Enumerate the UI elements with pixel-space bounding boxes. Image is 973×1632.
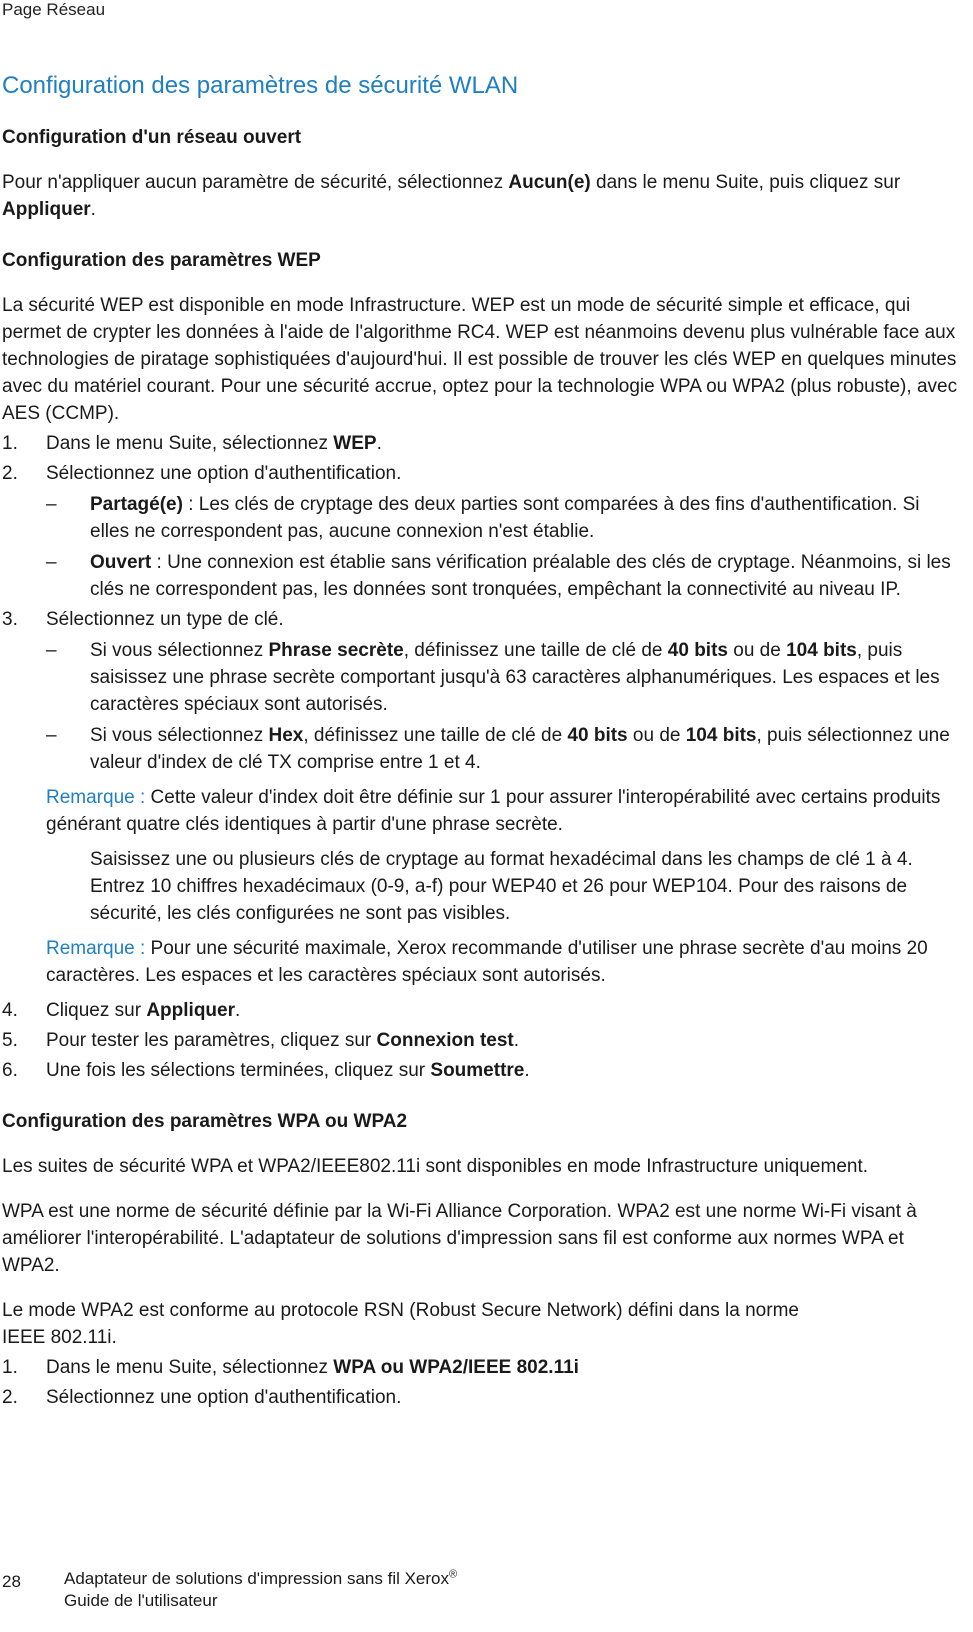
section-heading-wep: Configuration des paramètres WEP xyxy=(2,250,321,271)
note-passphrase-length: Remarque : Pour une sécurité maximale, Xerox recommande d'utiliser une phrase secrète d'au moins 20 caractères. Les espaces et les caractères spéciaux sont autorisés. xyxy=(46,938,928,986)
hex-keys-paragraph: Saisissez une ou plusieurs clés de cryptage au format hexadécimal dans les champs de clé 1 à 4. Entrez 10 chiffres hexadécimaux (0-9, a-f) pour WEP40 et 26 pour WEP104. Pour des raisons de sécurité, les clés configurées ne sont pas visibles. xyxy=(90,849,913,924)
wep-step-5: 5. Pour tester les paramètres, cliquez sur Connexion test. xyxy=(2,1030,520,1051)
wep-auth-open: – Ouvert : Une connexion est établie sans vérification préalable des clés de cryptage. Néanmoins, si les clés ne correspondent pas, les données sont tronquées, empêchant la connectivité au niveau IP. xyxy=(46,552,951,600)
wep-step-1: 1. Dans le menu Suite, sélectionnez WEP. xyxy=(2,433,382,454)
wep-intro-paragraph: La sécurité WEP est disponible en mode Infrastructure. WEP est un mode de sécurité simple et efficace, qui permet de crypter les données à l'aide de l'algorithme RC4. WEP est néanmoins devenu plus vulnérable face aux technologies de piratage sophistiquées d'aujourd'hui. Il est possible de trouver les clés WEP en quelques minutes avec du matériel courant. Pour une sécurité accrue, optez pour la technologie WPA ou WPA2 (plus robuste), avec AES (CCMP). xyxy=(2,295,958,424)
wep-step-2: 2. Sélectionnez une option d'authentification. xyxy=(2,463,402,484)
wpa-paragraph-2: WPA est une norme de sécurité définie par la Wi-Fi Alliance Corporation. WPA2 est une norme Wi-Fi visant à améliorer l'interopérabilité. L'adaptateur de solutions d'impression sans fil est conforme aux normes WPA et WPA2. xyxy=(2,1201,917,1276)
main-content xyxy=(2,124,962,1411)
wep-step-4: 4. Cliquez sur Appliquer. xyxy=(2,1000,241,1021)
wep-key-passphrase: – Si vous sélectionnez Phrase secrète, définissez une taille de clé de 40 bits ou de 104 bits, puis saisissez une phrase secrète comportant jusqu'à 63 caractères alphanumériques. Les espaces et les caractères spéciaux sont autorisés. xyxy=(46,640,940,715)
wep-step-3: 3. Sélectionnez un type de clé. xyxy=(2,609,284,630)
wpa-step-2: 2. Sélectionnez une option d'authentification. xyxy=(2,1387,402,1408)
wep-step-6: 6. Une fois les sélections terminées, cliquez sur Soumettre. xyxy=(2,1060,530,1081)
wpa-paragraph-1: Les suites de sécurité WPA et WPA2/IEEE802.11i sont disponibles en mode Infrastructure uniquement. xyxy=(2,1156,869,1177)
page-title: Configuration des paramètres de sécurité WLAN xyxy=(2,72,519,99)
wpa-paragraph-3: Le mode WPA2 est conforme au protocole RSN (Robust Secure Network) défini dans la norme IEEE 802.11i. xyxy=(2,1300,799,1348)
wep-auth-shared: – Partagé(e) : Les clés de cryptage des deux parties sont comparées à des fins d'authentification. Si elles ne correspondent pas, aucune connexion n'est établie. xyxy=(46,494,920,542)
wep-key-hex: – Si vous sélectionnez Hex, définissez une taille de clé de 40 bits ou de 104 bits, puis sélectionnez une valeur d'index de clé TX comprise entre 1 et 4. xyxy=(46,725,950,773)
page-number: 28 xyxy=(2,1572,21,1591)
note-index-value: Remarque : Cette valeur d'index doit être définie sur 1 pour assurer l'interopérabilité avec certains produits générant quatre clés identiques à partir d'une phrase secrète. xyxy=(46,787,941,835)
wpa-step-1: 1. Dans le menu Suite, sélectionnez WPA ou WPA2/IEEE 802.11i xyxy=(2,1357,579,1378)
open-network-paragraph: Pour n'appliquer aucun paramètre de sécurité, sélectionnez Aucun(e) dans le menu Suite, puis cliquez sur Appliquer. xyxy=(2,172,901,220)
section-heading-open-network: Configuration d'un réseau ouvert xyxy=(2,127,302,148)
running-head: Page Réseau xyxy=(2,0,106,19)
section-heading-wpa: Configuration des paramètres WPA ou WPA2 xyxy=(2,1111,408,1132)
footer-title: Adaptateur de solutions d'impression sans fil Xerox® Guide de l'utilisateur xyxy=(64,1568,458,1610)
